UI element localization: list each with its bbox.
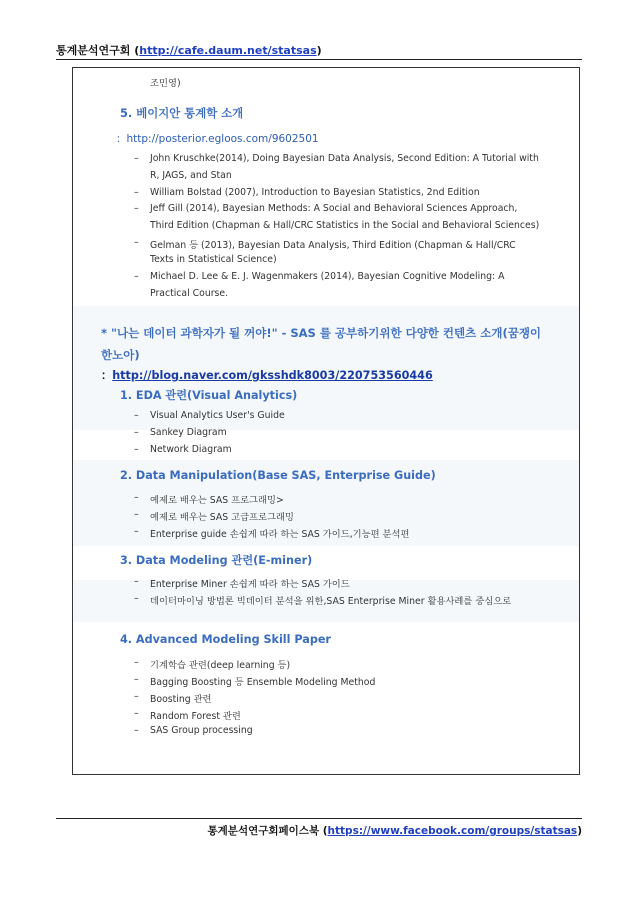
list-dash: – xyxy=(134,691,139,702)
section5-item-line: William Bolstad (2007), Introduction to Bayesian Statistics, 2nd Edition xyxy=(150,187,480,198)
list-dash: – xyxy=(134,725,139,736)
section5-item-line: Practical Course. xyxy=(150,288,229,299)
header-cafe-link[interactable]: http://cafe.daum.net/statsas xyxy=(139,44,317,57)
header-close-paren: ) xyxy=(316,44,322,57)
section5-item-line: Michael D. Lee & E. J. Wagenmakers (2014), Bayesian Cognitive Modeling: A xyxy=(150,271,505,282)
footer-label: 통계분석연구회페이스북 ( xyxy=(207,825,328,837)
page-footer xyxy=(208,823,582,838)
content-box xyxy=(72,67,580,775)
section5-item-line: Jeff Gill (2014), Bayesian Methods: A Social and Behavioral Sciences Approach, xyxy=(150,203,518,214)
header-rule xyxy=(56,59,582,60)
section5-url-link[interactable]: http://posterior.egloos.com/9602501 xyxy=(126,133,319,145)
list-dash: – xyxy=(134,410,139,421)
promo-line1: * "나는 데이터 과학자가 될 꺼야!" - SAS 를 공부하기위한 다양한 컨텐츠 소개(꿈쟁이 xyxy=(101,326,542,340)
list-dash: – xyxy=(134,492,139,503)
section-item: Sankey Diagram xyxy=(150,427,227,438)
section-item: Enterprise Miner 손쉽게 따라 하는 SAS 가이드 xyxy=(150,579,350,590)
section-item: Visual Analytics User's Guide xyxy=(150,410,285,421)
list-dash: – xyxy=(134,576,139,587)
section5-url-prefix: ： xyxy=(116,133,127,145)
list-dash: – xyxy=(134,444,139,455)
section-item: Network Diagram xyxy=(150,444,232,455)
top-note: 조민영) xyxy=(150,78,181,89)
section-item: Enterprise guide 손쉽게 따라 하는 SAS 가이드,기능편 분석편 xyxy=(150,529,410,540)
section-item: 예제로 배우는 SAS 프로그래밍> xyxy=(150,495,284,506)
section5-item-line: John Kruschke(2014), Doing Bayesian Data Analysis, Second Edition: A Tutorial with xyxy=(150,153,539,164)
section-item: Boosting 관련 xyxy=(150,694,212,705)
section-title: 3. Data Modeling 관련(E-miner) xyxy=(120,554,313,567)
promo-url-row xyxy=(101,364,433,383)
list-dash: – xyxy=(134,657,139,668)
list-dash: – xyxy=(134,203,139,214)
section-item: 데이터마이닝 방법론 빅데이터 분석을 위한,SAS Enterprise Miner 활용사례를 중심으로 xyxy=(150,596,512,607)
list-dash: – xyxy=(134,593,139,604)
section-item: SAS Group processing xyxy=(150,725,253,736)
footer-rule xyxy=(56,818,582,819)
list-dash: – xyxy=(134,187,139,198)
promo-line2: 한노아) xyxy=(101,348,140,362)
section-title: 1. EDA 관련(Visual Analytics) xyxy=(120,389,298,402)
section5-item-line: Third Edition (Chapman & Hall/CRC Statistics in the Social and Behavioral Sciences) xyxy=(150,220,540,231)
footer-close-paren: ) xyxy=(577,825,582,837)
list-dash: – xyxy=(134,271,139,282)
footer-facebook-link[interactable]: https://www.facebook.com/groups/statsas xyxy=(327,825,578,837)
promo-url-prefix: ： xyxy=(101,369,113,382)
section-item: 예제로 배우는 SAS 고급프로그래밍 xyxy=(150,512,294,523)
list-dash: – xyxy=(134,526,139,537)
section5-item-line: Texts in Statistical Science) xyxy=(150,254,277,265)
section-title: 4. Advanced Modeling Skill Paper xyxy=(120,633,331,646)
list-dash: – xyxy=(134,427,139,438)
section5-title: 5. 베이지안 통계학 소개 xyxy=(120,106,244,120)
page-header xyxy=(56,42,322,58)
list-dash: – xyxy=(134,237,139,248)
promo-url-link[interactable]: http://blog.naver.com/gksshdk8003/220753560446 xyxy=(112,369,433,382)
section-item: Random Forest 관련 xyxy=(150,711,241,722)
list-dash: – xyxy=(134,153,139,164)
header-label: 통계분석연구회 ( xyxy=(56,44,140,57)
section5-url-row xyxy=(116,131,319,146)
list-dash: – xyxy=(134,708,139,719)
section-item: Bagging Boosting 등 Ensemble Modeling Method xyxy=(150,677,376,688)
section5-item-line: R, JAGS, and Stan xyxy=(150,170,232,181)
section-item: 기계학습 관련(deep learning 등) xyxy=(150,660,291,671)
section-title: 2. Data Manipulation(Base SAS, Enterprise Guide) xyxy=(120,469,436,482)
list-dash: – xyxy=(134,674,139,685)
list-dash: – xyxy=(134,509,139,520)
section5-item-line: Gelman 등 (2013), Bayesian Data Analysis, Third Edition (Chapman & Hall/CRC xyxy=(150,240,516,251)
